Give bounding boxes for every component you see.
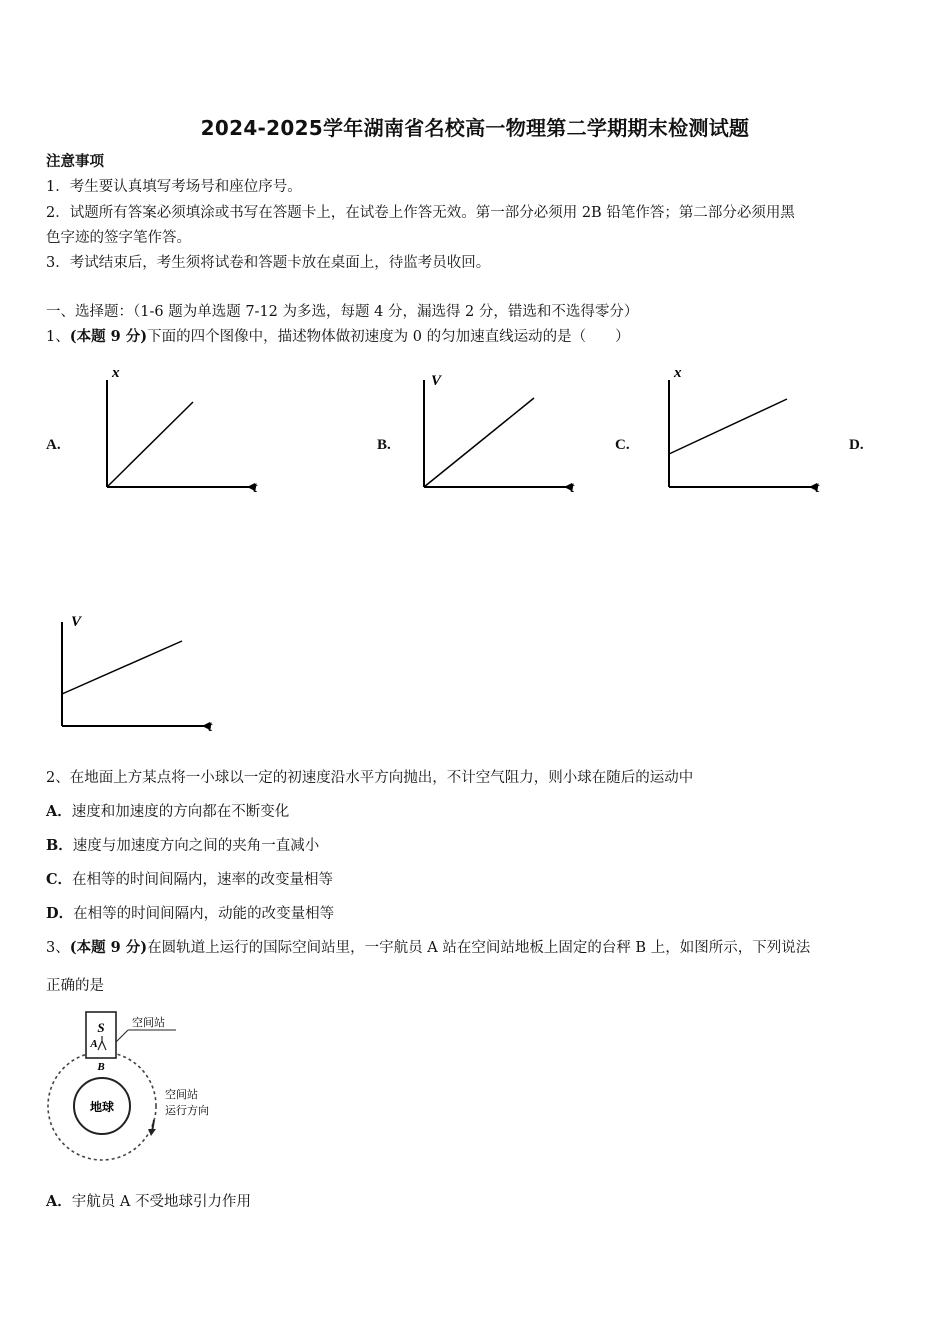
section-heading: 一、选择题：（1-6 题为单选题 7-12 为多选，每题 4 分，漏选得 2 分，错选和不选得零分） bbox=[46, 304, 639, 320]
x-axis-label: t bbox=[253, 480, 258, 496]
notice-item: 1．考生要认真填写考场号和座位序号。 bbox=[46, 179, 302, 195]
station-label: 空间站 bbox=[132, 1016, 165, 1029]
question-number: 3、 bbox=[46, 940, 70, 956]
graph-line bbox=[669, 399, 787, 454]
q3-option-a bbox=[46, 1192, 251, 1212]
option-text: 速度和加速度的方向都在不断变化 bbox=[71, 804, 290, 820]
leader-line bbox=[116, 1030, 128, 1042]
q2-option-d bbox=[46, 904, 334, 924]
q2-option-c bbox=[46, 870, 333, 890]
option-label: D． bbox=[46, 905, 74, 922]
graph-line bbox=[424, 398, 534, 487]
question-text: 在圆轨道上运行的国际空间站里，一宇航员 A 站在空间站地板上固定的台秤 B 上，如图所示，下列说法 bbox=[147, 940, 811, 956]
question-3-stem-cont: 正确的是 bbox=[46, 978, 104, 994]
option-label: C． bbox=[46, 871, 73, 888]
option-b-label: B. bbox=[377, 437, 391, 453]
direction-arrowhead bbox=[148, 1129, 156, 1136]
option-label: A． bbox=[46, 1193, 72, 1210]
y-axis-label: x bbox=[112, 365, 120, 381]
graph-line bbox=[107, 402, 193, 487]
graph-a bbox=[95, 365, 270, 500]
graph-d bbox=[52, 610, 227, 740]
graph-b bbox=[412, 365, 587, 500]
x-axis-label: t bbox=[570, 480, 575, 496]
question-2-stem: 2、在地面上方某点将一小球以一定的初速度沿水平方向抛出，不计空气阻力，则小球在随后的运动中 bbox=[46, 770, 694, 786]
y-axis-label: V bbox=[71, 614, 82, 630]
option-label: B． bbox=[46, 837, 73, 854]
y-axis-label: V bbox=[431, 373, 442, 389]
notice-heading: 注意事项 bbox=[46, 153, 104, 170]
option-c-label: C. bbox=[615, 437, 630, 453]
option-text: 在相等的时间间隔内，动能的改变量相等 bbox=[73, 906, 335, 922]
question-3-stem bbox=[46, 938, 810, 958]
q2-option-a bbox=[46, 802, 289, 822]
option-label: A． bbox=[46, 803, 72, 820]
ball-label: S bbox=[97, 1020, 105, 1035]
direction-label: 运行方向 bbox=[165, 1104, 209, 1117]
x-axis-label: t bbox=[815, 480, 820, 496]
notice-item: 2．试题所有答案必须填涂或书写在答题卡上，在试卷上作答无效。第一部分必须用 2B 铅笔作答；第二部分必须用黑 bbox=[46, 205, 795, 221]
option-text: 宇航员 A 不受地球引力作用 bbox=[71, 1194, 251, 1210]
scale-label: B bbox=[97, 1061, 105, 1073]
earth-label: 地球 bbox=[89, 1100, 115, 1114]
y-axis-label: x bbox=[674, 365, 682, 381]
space-station-figure bbox=[44, 1008, 244, 1170]
x-axis-label: t bbox=[208, 719, 213, 735]
direction-label: 空间站 bbox=[165, 1088, 198, 1101]
option-text: 速度与加速度方向之间的夹角一直减小 bbox=[72, 838, 320, 854]
question-1-stem bbox=[46, 327, 630, 347]
notice-item: 3．考试结束后，考生须将试卷和答题卡放在桌面上，待监考员收回。 bbox=[46, 255, 491, 271]
option-a-label: A. bbox=[46, 437, 61, 453]
page-title: 2024-2025学年湖南省名校高一物理第二学期期末检测试题 bbox=[200, 116, 750, 140]
question-points: (本题 9 分) bbox=[69, 939, 148, 956]
option-d-label: D. bbox=[849, 437, 864, 453]
notice-item: 色字迹的签字笔作答。 bbox=[46, 230, 191, 246]
astronaut-label: A bbox=[90, 1038, 98, 1050]
question-number: 1、 bbox=[46, 329, 70, 345]
q2-option-b bbox=[46, 836, 319, 856]
question-text: 下面的四个图像中，描述物体做初速度为 0 的匀加速直线运动的是（ ） bbox=[147, 329, 630, 345]
option-text: 在相等的时间间隔内，速率的改变量相等 bbox=[72, 872, 334, 888]
question-points: (本题 9 分) bbox=[69, 328, 148, 345]
graph-line bbox=[62, 641, 182, 694]
station-box bbox=[86, 1012, 116, 1058]
graph-c bbox=[657, 365, 832, 500]
